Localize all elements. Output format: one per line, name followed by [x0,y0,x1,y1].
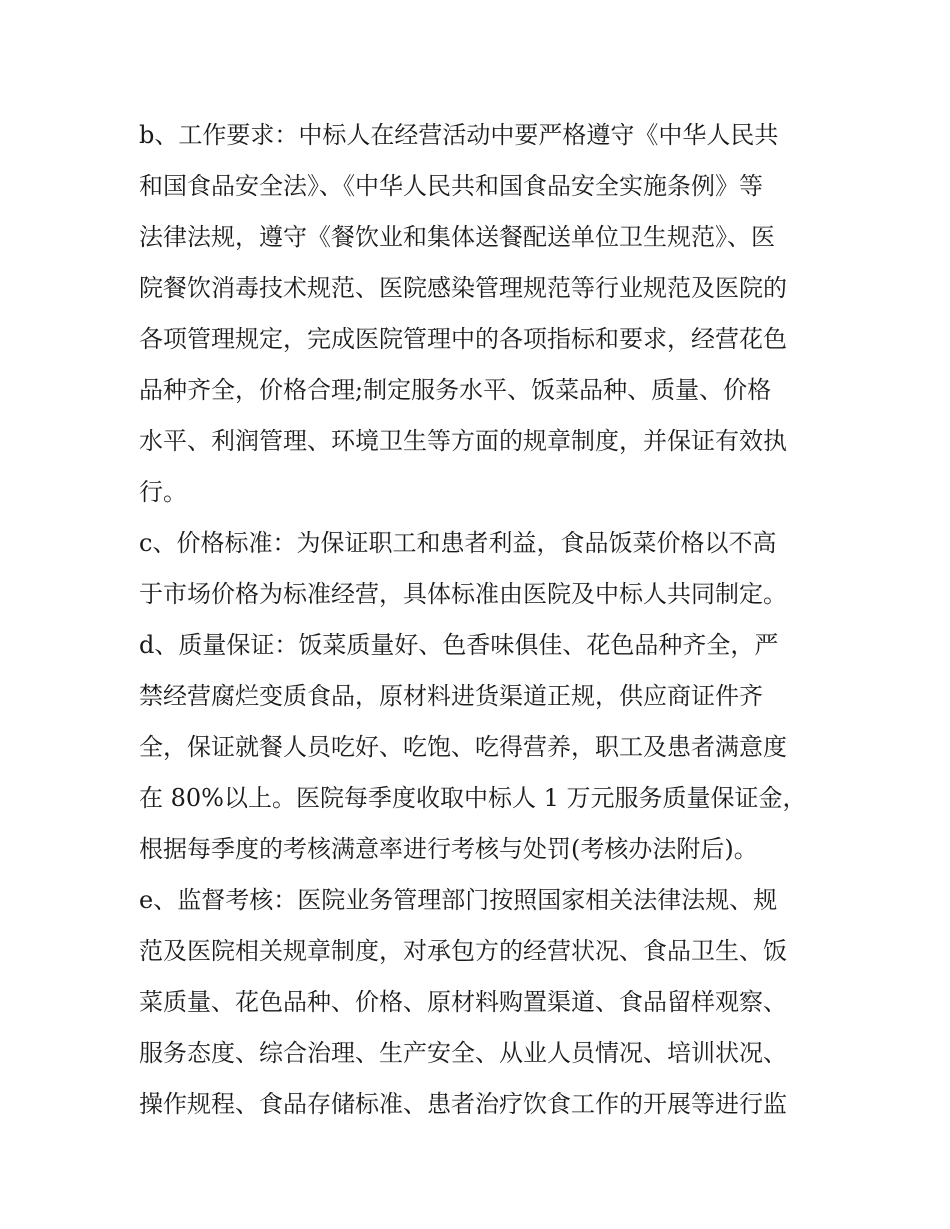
text-line: 全，保证就餐人员吃好、吃饱、吃得营养，职工及患者满意度 [139,733,787,761]
text-line: 菜质量、花色品种、价格、原材料购置渠道、食品留样观察、 [139,988,787,1016]
text-line: 操作规程、食品存储标准、患者治疗饮食工作的开展等进行监 [139,1090,787,1118]
text-line: 在 80%以上。医院每季度收取中标人 1 万元服务质量保证金， [139,784,807,812]
text-line: b、工作要求：中标人在经营活动中要严格遵守《中华人民共 [139,121,779,149]
text-line: 于市场价格为标准经营，具体标准由医院及中标人共同制定。 [139,580,787,608]
text-line: 根据每季度的考核满意率进行考核与处罚(考核办法附后)。 [139,835,758,863]
text-line: 水平、利润管理、环境卫生等方面的规章制度，并保证有效执 [139,427,787,455]
body-text [139,110,829,1130]
text-line: c、价格标准：为保证职工和患者利益，食品饭菜价格以不高 [139,529,777,557]
text-line: 和国食品安全法》、《中华人民共和国食品安全实施条例》等 [139,172,763,200]
text-line: 法律法规，遵守《餐饮业和集体送餐配送单位卫生规范》、医 [139,223,775,251]
text-line: e、监督考核：医院业务管理部门按照国家相关法律法规、规 [139,886,778,914]
text-line: 禁经营腐烂变质食品，原材料进货渠道正规，供应商证件齐 [139,682,763,710]
text-line: 行。 [139,478,187,506]
text-line: 院餐饮消毒技术规范、医院感染管理规范等行业规范及医院的 [139,274,787,302]
text-line: 范及医院相关规章制度，对承包方的经营状况、食品卫生、饭 [139,937,787,965]
text-line: 品种齐全，价格合理;制定服务水平、饭菜品种、质量、价格 [139,376,772,404]
text-line: 服务态度、综合治理、生产安全、从业人员情况、培训状况、 [139,1039,787,1067]
text-line: d、质量保证：饭菜质量好、色香味俱佳、花色品种齐全，严 [139,631,779,659]
text-line: 各项管理规定，完成医院管理中的各项指标和要求，经营花色 [139,325,787,353]
